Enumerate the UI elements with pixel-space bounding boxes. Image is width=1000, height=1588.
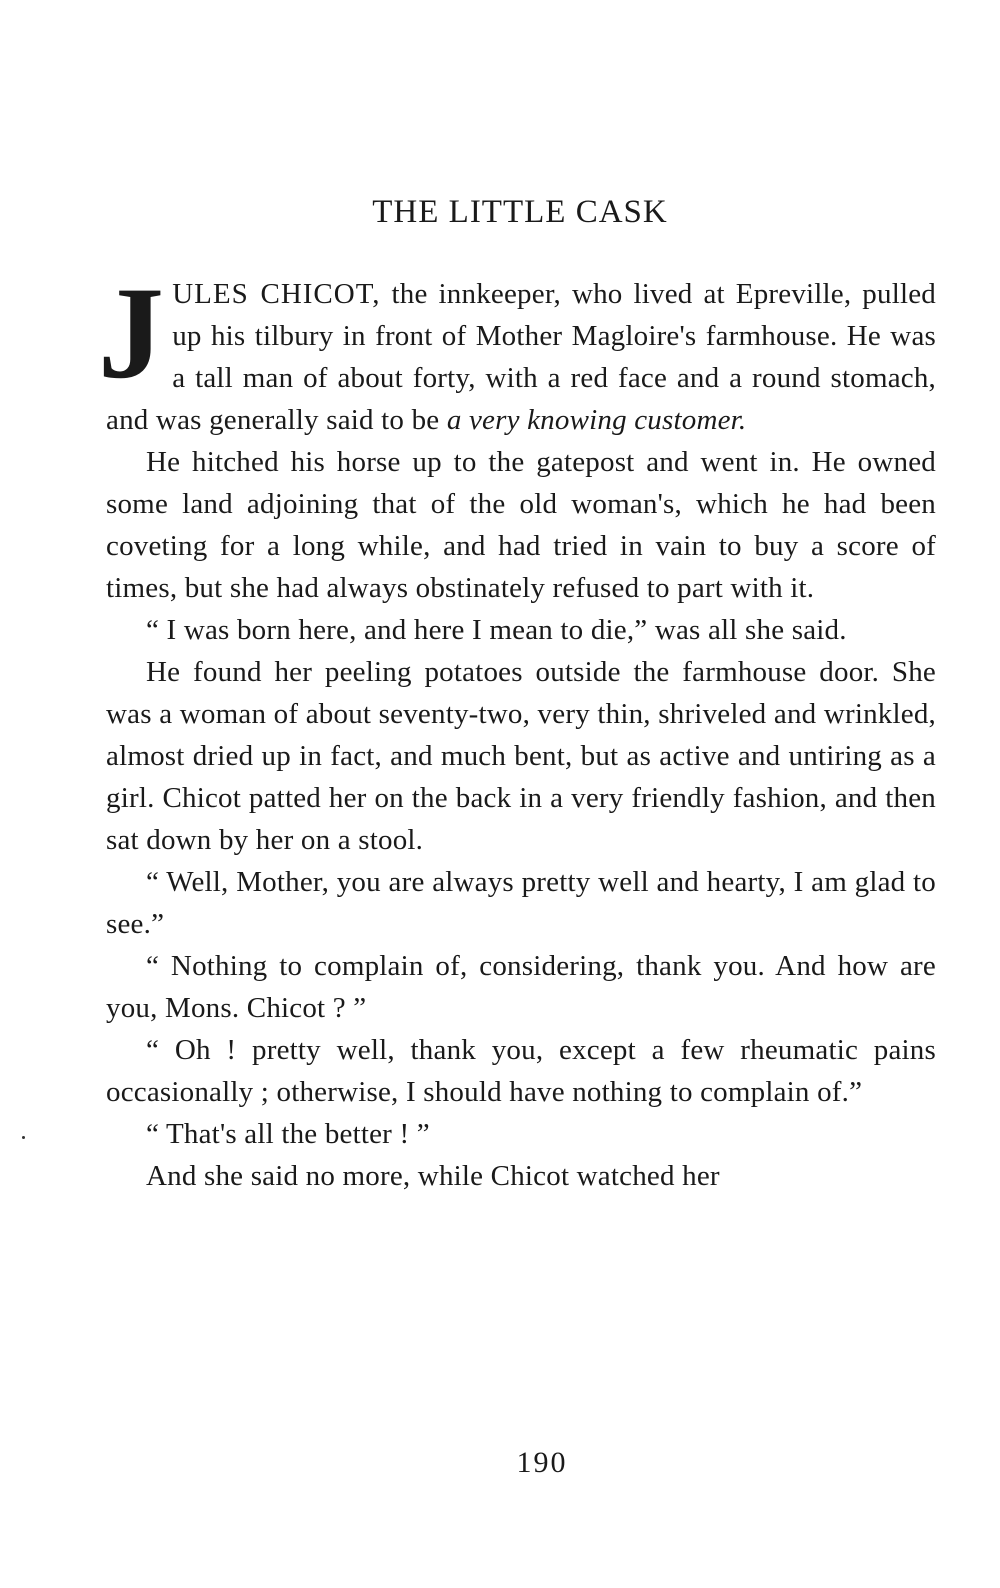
paragraph-5: “ Well, Mother, you are always pretty well and hearty, I am glad to see.”	[106, 866, 936, 940]
margin-speck	[22, 1136, 25, 1139]
paragraph-6: “ Nothing to complain of, considering, thank you. And how are you, Mons. Chicot ? ”	[106, 950, 936, 1024]
page-number: 190	[516, 1446, 568, 1479]
opening-words: ULES CHICOT,	[172, 278, 381, 310]
drop-cap: J	[98, 259, 165, 406]
paragraph-7: “ Oh ! pretty well, thank you, except a few rheumatic pains occasionally ; otherwise, I should have nothing to complain of.”	[106, 1034, 936, 1108]
paragraph-8: “ That's all the better ! ”	[146, 1118, 430, 1150]
chapter-title: THE LITTLE CASK	[372, 194, 668, 230]
paragraph-4: He found her peeling potatoes outside the farmhouse door. She was a woman of about seventy-two, very thin, shriveled and wrinkled, almost dried up in fact, and much bent, but as active and untiring as a girl. Chicot patted her on the back in a very friendly fashion, and then sat down by her on a stool.	[106, 656, 936, 856]
paragraph-1	[98, 259, 936, 441]
paragraph-3: “ I was born here, and here I mean to die,” was all she said.	[146, 614, 847, 646]
opening-text: the innkeeper, who lived at Epreville, pulled up his tilbury in front of Mother Magloire's farmhouse. He was a tall man of about forty, with a red face and a round stomach, and was generally said to be	[106, 278, 936, 436]
paragraph-2: He hitched his horse up to the gatepost and went in. He owned some land adjoining that of the old woman's, which he had been coveting for a long while, and had tried in vain to buy a score of times, but she had always obstinately refused to part with it.	[106, 446, 936, 604]
paragraph-9: And she said no more, while Chicot watched her	[146, 1160, 720, 1192]
body-text	[98, 259, 936, 1197]
italic-phrase: a very knowing customer.	[446, 404, 747, 436]
